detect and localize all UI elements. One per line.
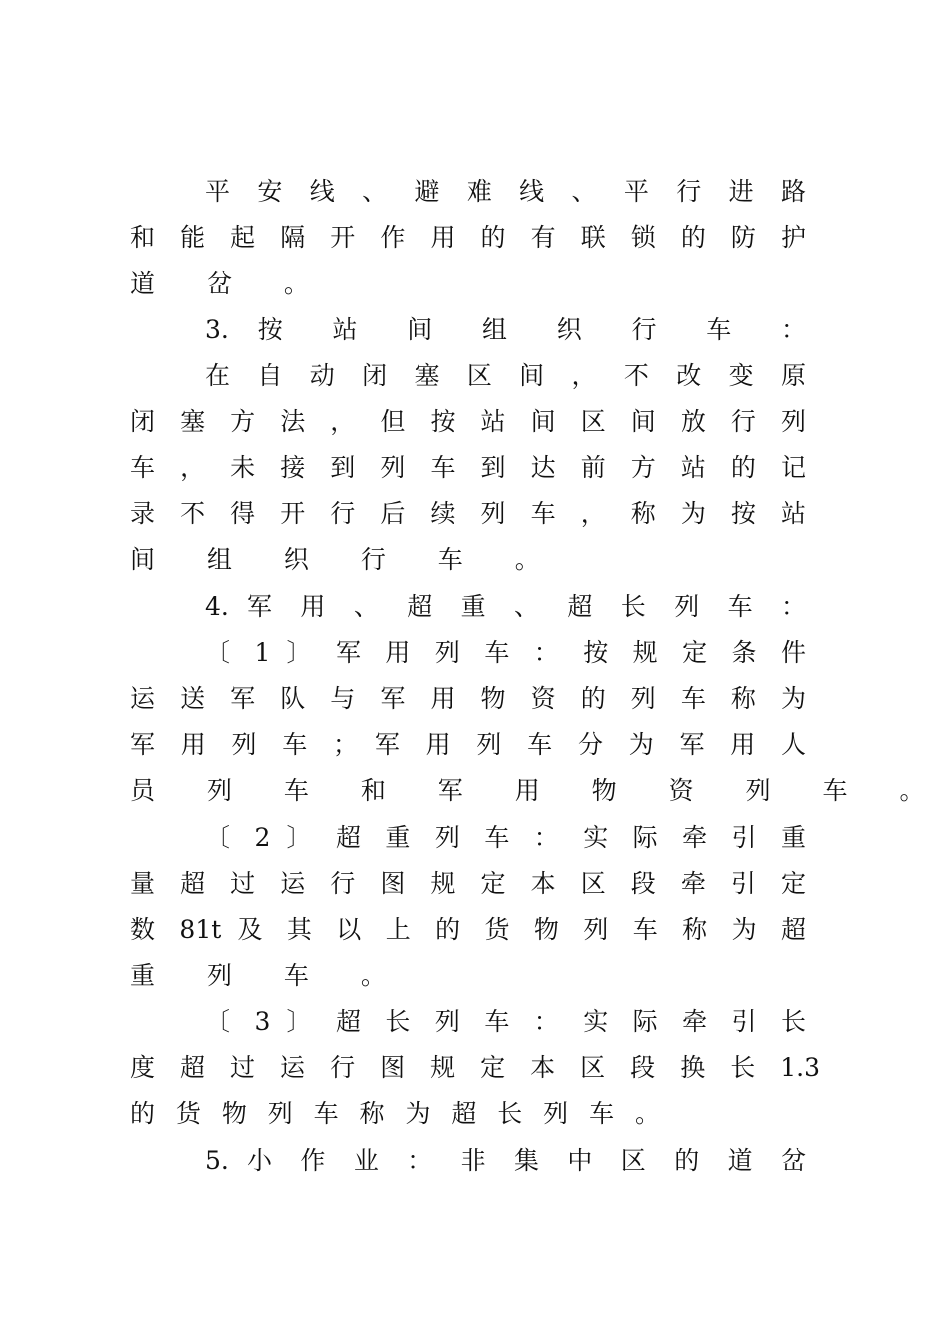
text-line — [130, 956, 806, 996]
text-line: 量 超 过 运 行 图 规 定 本 区 段 牵 引 定 — [130, 869, 806, 898]
text-line — [130, 540, 806, 580]
text-line: 度 超 过 运 行 图 规 定 本 区 段 换 长 1.3 — [130, 1053, 820, 1082]
text-line: 〔 2 〕 超 重 列 车 ： 实 际 牵 引 重 — [205, 823, 806, 852]
text-line: 军 用 列 车 ； 军 用 列 车 分 为 军 用 人 — [130, 730, 806, 759]
text-line: 运 送 军 队 与 军 用 物 资 的 列 车 称 为 — [130, 684, 806, 713]
text-line: 在 自 动 闭 塞 区 间 ， 不 改 变 原 — [205, 361, 806, 390]
text-line: 车 ， 未 接 到 列 车 到 达 前 方 站 的 记 — [130, 453, 806, 482]
text-line: 平 安 线 、 避 难 线 、 平 行 进 路 — [205, 177, 806, 206]
text-fragment: 道 岔 。 — [130, 269, 331, 298]
text-fragment: 重 列 车 。 — [130, 961, 408, 990]
text-fragment: 间 组 织 行 车 。 — [130, 545, 562, 574]
text-line: 〔 1 〕 军 用 列 车 ： 按 规 定 条 件 — [205, 638, 806, 667]
section-heading: 5. 小 作 业 ： 非 集 中 区 的 道 岔 — [205, 1146, 806, 1175]
text-line: 录 不 得 开 行 后 续 列 车 ， 称 为 按 站 — [130, 499, 806, 528]
text-line — [130, 264, 806, 304]
text-line: 数 81t 及 其 以 上 的 货 物 列 车 称 为 超 — [130, 915, 806, 944]
text-line: 〔 3 〕 超 长 列 车 ： 实 际 牵 引 长 — [205, 1007, 806, 1036]
text-line: 闭 塞 方 法 ， 但 按 站 间 区 间 放 行 列 — [130, 407, 806, 436]
text-line: 和 能 起 隔 开 作 用 的 有 联 锁 的 防 护 — [130, 223, 806, 252]
text-line — [130, 771, 947, 811]
text-line: 的 货 物 列 车 称 为 超 长 列 车 。 — [130, 1099, 660, 1128]
section-heading: 3. 按 站 间 组 织 行 车 ： — [205, 315, 806, 344]
text-fragment: 员 列 车 和 军 用 物 资 列 车 。 — [130, 776, 947, 805]
section-heading: 4. 军 用 、 超 重 、 超 长 列 车 ： — [205, 592, 806, 621]
